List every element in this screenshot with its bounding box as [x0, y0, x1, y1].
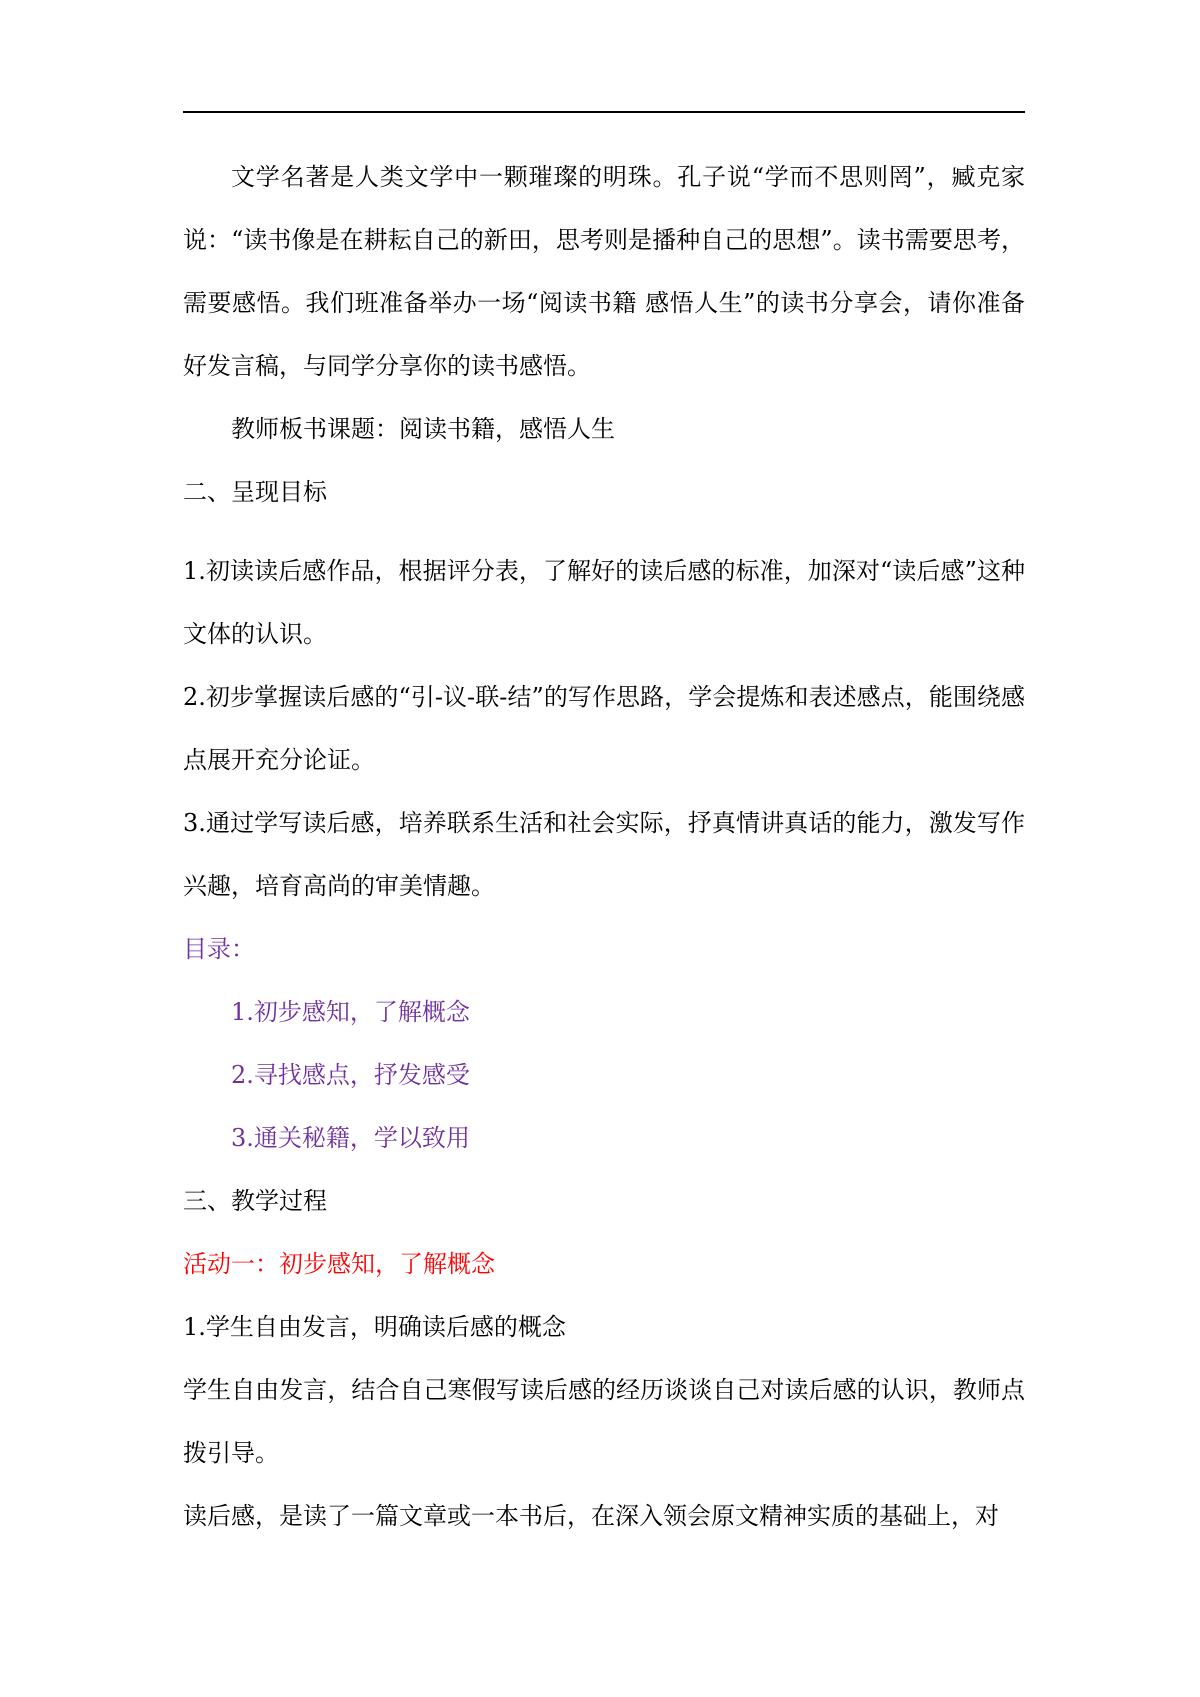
definition-paragraph: 读后感，是读了一篇文章或一本书后，在深入领会原文精神实质的基础上，对 [183, 1502, 999, 1530]
step-title: 1.学生自由发言，明确读后感的概念 [183, 1313, 566, 1341]
toc-item: 3.通关秘籍，学以致用 [231, 1124, 470, 1152]
header-rule [183, 111, 1025, 113]
intro-paragraph: 文学名著是人类文学中一颗璀璨的明珠。孔子说“学而不思则罔”，臧克家说：“读书像是在耕耘自己的新田，思考则是播种自己的思想”。读书需要思考，需要感悟。我们班准备举办一场“阅读书籍 感悟人生”的读书分享会，请你准备好发言稿，与同学分享你的读书感悟。 [183, 163, 1025, 380]
board-title: 教师板书课题：阅读书籍，感悟人生 [231, 415, 615, 443]
goal-item: 1.初读读后感作品，根据评分表，了解好的读后感的标准，加深对“读后感”这种文体的认识。 [183, 557, 1025, 648]
toc-item: 2.寻找感点，抒发感受 [231, 1061, 470, 1089]
toc-item: 1.初步感知，了解概念 [231, 998, 470, 1026]
goal-item: 3.通过学写读后感，培养联系生活和社会实际，抒真情讲真话的能力，激发写作兴趣，培育高尚的审美情趣。 [183, 809, 1025, 900]
section-heading-process: 三、教学过程 [183, 1187, 327, 1215]
section-heading-goals: 二、呈现目标 [183, 478, 327, 506]
document-body [183, 146, 1025, 1548]
toc-label: 目录： [183, 935, 255, 963]
goal-item: 2.初步掌握读后感的“引-议-联-结”的写作思路，学会提炼和表述感点，能围绕感点展开充分论证。 [183, 683, 1025, 774]
activity-heading: 活动一：初步感知，了解概念 [183, 1250, 495, 1278]
step-paragraph: 学生自由发言，结合自己寒假写读后感的经历谈谈自己对读后感的认识，教师点拨引导。 [183, 1376, 1025, 1467]
